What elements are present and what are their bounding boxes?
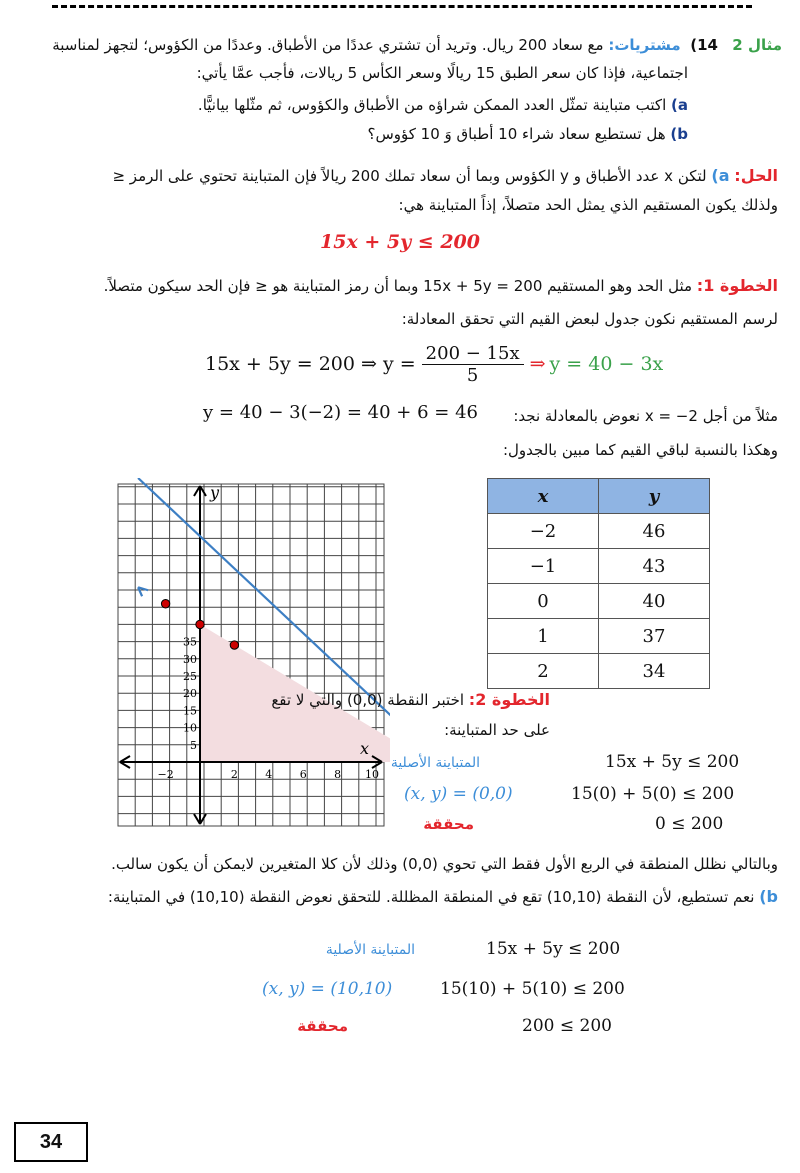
line-arrow-start: [138, 587, 148, 596]
col-x-header: x: [488, 479, 599, 514]
step2-text1: اختبر النقطة (0,0) والتي لا تقع: [271, 691, 465, 709]
partb-orig-eq: 15x + 5y ≤ 200: [486, 939, 621, 959]
solution-line1: [112, 166, 778, 185]
part-a-text: اكتب متباينة تمثّل العدد الممكن شراؤه من الأطباق والكؤوس، ثم مثّلها بيانيًّا.: [197, 96, 667, 114]
table-cell: 34: [599, 654, 710, 689]
step1-line: [104, 276, 778, 295]
frac-numerator: 200 − 15x: [425, 342, 520, 364]
table-cell: 0: [488, 584, 599, 619]
y-tick-label: 10: [183, 721, 197, 735]
table-cell: −2: [488, 514, 599, 549]
solution-line2: ولذلك يكون المستقيم الذي يمثل الحد متصلاً، إذاً المتباينة هي:: [398, 196, 778, 214]
partb-point-label: (x, y) = (10,10): [262, 979, 393, 999]
partb-point-eq: 15(10) + 5(10) ≤ 200: [440, 979, 625, 999]
col-y-header: y: [599, 479, 710, 514]
substitution-equation: y = 40 − 3(−2) = 40 + 6 = 46: [203, 402, 478, 423]
table-row: [488, 549, 710, 584]
part-b-answer-letter: b): [759, 887, 778, 906]
partb-verified: محققة: [297, 1017, 348, 1035]
eq-fraction: [422, 343, 524, 386]
x-tick-label: 6: [299, 768, 307, 781]
table-cell: 46: [599, 514, 710, 549]
substitution-text: مثلاً من أجل x = −2 نعوض بالمعادلة نجد:: [513, 407, 778, 425]
table-cell: 40: [599, 584, 710, 619]
conclusion-text: وبالتالي نظلل المنطقة في الربع الأول فقط التي تحوي (0,0) وذلك لأن كلا المتغيرين لايمكن أن يكون سالب.: [111, 855, 778, 873]
main-inequality: 15x + 5y ≤ 200: [320, 231, 480, 253]
part-b-text: هل تستطيع سعاد شراء 10 أطباق وَ 10 كؤوس؟: [367, 125, 666, 143]
y-tick-label: 35: [183, 635, 197, 649]
example-topic: مشتريات:: [608, 36, 681, 54]
table-note: وهكذا بالنسبة لباقي القيم كما مبين بالجدول:: [502, 441, 778, 459]
example-text: مع سعاد 200 ريال. وتريد أن تشتري عددًا من الأطباق. وعددًا من الكؤوس؛ لتجهز لمناسبة: [52, 36, 604, 54]
table-cell: 2: [488, 654, 599, 689]
table-intro: لرسم المستقيم نكون جدول لبعض القيم التي تحقق المعادلة:: [401, 310, 778, 328]
partb-result-eq: 200 ≤ 200: [522, 1016, 612, 1036]
values-table: [487, 478, 710, 689]
step2-line1: [271, 690, 550, 709]
table-cell: 1: [488, 619, 599, 654]
example-line1: [52, 36, 782, 54]
step2-line2: على حد المتباينة:: [444, 721, 550, 739]
y-tick-label: 5: [190, 738, 197, 752]
step2-verified: محققة: [423, 815, 474, 833]
x-tick-label: 2: [230, 768, 238, 781]
eq-arrow: ⇒: [529, 353, 546, 375]
table-row: [488, 619, 710, 654]
part-b-question: [367, 125, 688, 143]
table-cell: 37: [599, 619, 710, 654]
plotted-point: [196, 620, 204, 628]
equation-derivation: [205, 333, 663, 395]
part-b-answer-text: نعم تستطيع، لأن النقطة (10,10) تقع في المنطقة المظللة. للتحقق نعوض النقطة (10,10) في المتباينة:: [107, 888, 755, 906]
x-axis-label: x: [360, 739, 370, 758]
x-tick-label: 10: [365, 768, 379, 781]
step2-point-label: (x, y) = (0,0): [404, 784, 513, 804]
plotted-point: [161, 600, 169, 608]
part-b-answer: [108, 887, 778, 906]
eq-left: 15x + 5y = 200 ⇒ y =: [205, 353, 416, 375]
example-line2: اجتماعية، فإذا كان سعر الطبق 15 ريالًا وسعر الكأس 5 ريالات، فأجب عمَّا يأتي:: [196, 64, 688, 82]
step2-point-eq: 15(0) + 5(0) ≤ 200: [571, 784, 735, 804]
solution-text1: لتكن x عدد الأطباق و y الكؤوس وبما أن سعاد تملك 200 ريالاً فإن المتباينة تحتوي على الرمز ≤: [112, 167, 707, 185]
y-axis-label: y: [210, 483, 220, 502]
frac-denominator: 5: [466, 364, 479, 386]
table-cell: 43: [599, 549, 710, 584]
solution-part-a: a): [711, 166, 730, 185]
step2-orig-label: المتباينة الأصلية: [390, 755, 480, 771]
x-tick-label: 8: [334, 768, 342, 781]
x-tick-label: 4: [265, 768, 273, 781]
partb-orig-label: المتباينة الأصلية: [325, 942, 415, 958]
y-tick-label: 30: [183, 652, 197, 666]
table-row: [488, 514, 710, 549]
table-header-row: [488, 479, 710, 514]
eq-result: y = 40 − 3x: [549, 353, 664, 375]
table-row: [488, 654, 710, 689]
y-tick-label: 25: [183, 670, 197, 683]
step2-result-eq: 0 ≤ 200: [655, 814, 724, 834]
step2-label: الخطوة 2:: [468, 690, 550, 709]
solution-label: الحل:: [734, 166, 778, 185]
y-tick-label: 15: [183, 704, 197, 718]
example-number: 14): [690, 36, 718, 54]
example-label: مثال 2: [732, 36, 782, 54]
step1-label: الخطوة 1:: [696, 276, 778, 295]
inequality-graph: [112, 478, 390, 832]
part-a-question: [198, 96, 688, 114]
page-number: 34: [14, 1122, 88, 1162]
step2-orig-eq: 15x + 5y ≤ 200: [605, 752, 740, 772]
y-tick-label: 20: [183, 687, 197, 701]
plotted-point: [230, 641, 238, 649]
table-cell: −1: [488, 549, 599, 584]
step1-text: مثل الحد وهو المستقيم 15x + 5y = 200 وبما أن رمز المتباينة هو ≤ فإن الحد سيكون متصلاً.: [103, 277, 693, 295]
part-b-letter: b): [670, 125, 688, 143]
part-a-letter: a): [671, 96, 688, 114]
x-tick-label: −2: [157, 768, 174, 781]
table-row: [488, 584, 710, 619]
top-dashed-rule: [52, 5, 752, 8]
